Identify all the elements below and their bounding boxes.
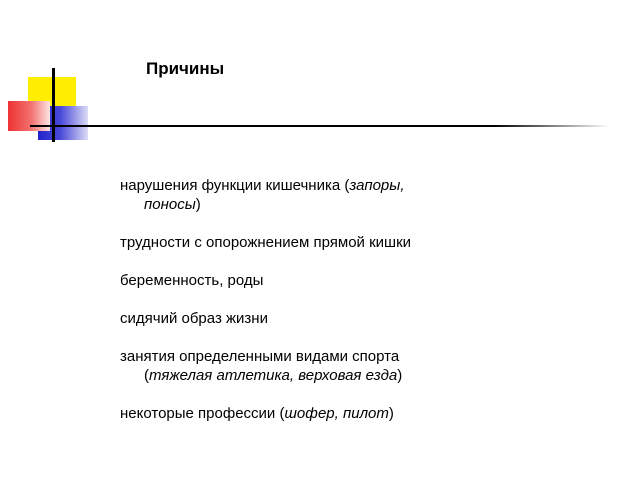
cause-end: ) bbox=[388, 405, 394, 422]
cause-note: тяжелая атлетика, верховая езда bbox=[149, 367, 398, 384]
decorative-blocks bbox=[0, 0, 640, 160]
vertical-rule bbox=[52, 68, 55, 142]
horizontal-rule bbox=[30, 125, 610, 127]
causes-list bbox=[120, 176, 440, 423]
cause-item bbox=[120, 309, 440, 328]
slide-title: Причины bbox=[146, 59, 225, 78]
cause-item bbox=[120, 176, 440, 214]
cause-item bbox=[120, 404, 440, 423]
cause-end: ) bbox=[397, 367, 403, 384]
cause-item bbox=[120, 271, 440, 290]
cause-text: нарушения функции кишечника ( bbox=[120, 177, 350, 194]
cause-text: беременность, роды bbox=[120, 272, 264, 289]
cause-item bbox=[120, 347, 440, 385]
cause-note: запоры, поносы bbox=[144, 177, 405, 213]
cause-text: трудности с опорожнением прямой кишки bbox=[120, 234, 412, 251]
cause-text: сидячий образ жизни bbox=[120, 310, 268, 327]
cause-item bbox=[120, 233, 440, 252]
cause-text: занятия определенными видами спорта ( bbox=[120, 348, 400, 384]
cause-end: ) bbox=[195, 196, 201, 213]
cause-note: шофер, пилот bbox=[284, 405, 389, 422]
cause-text: некоторые профессии ( bbox=[120, 405, 285, 422]
